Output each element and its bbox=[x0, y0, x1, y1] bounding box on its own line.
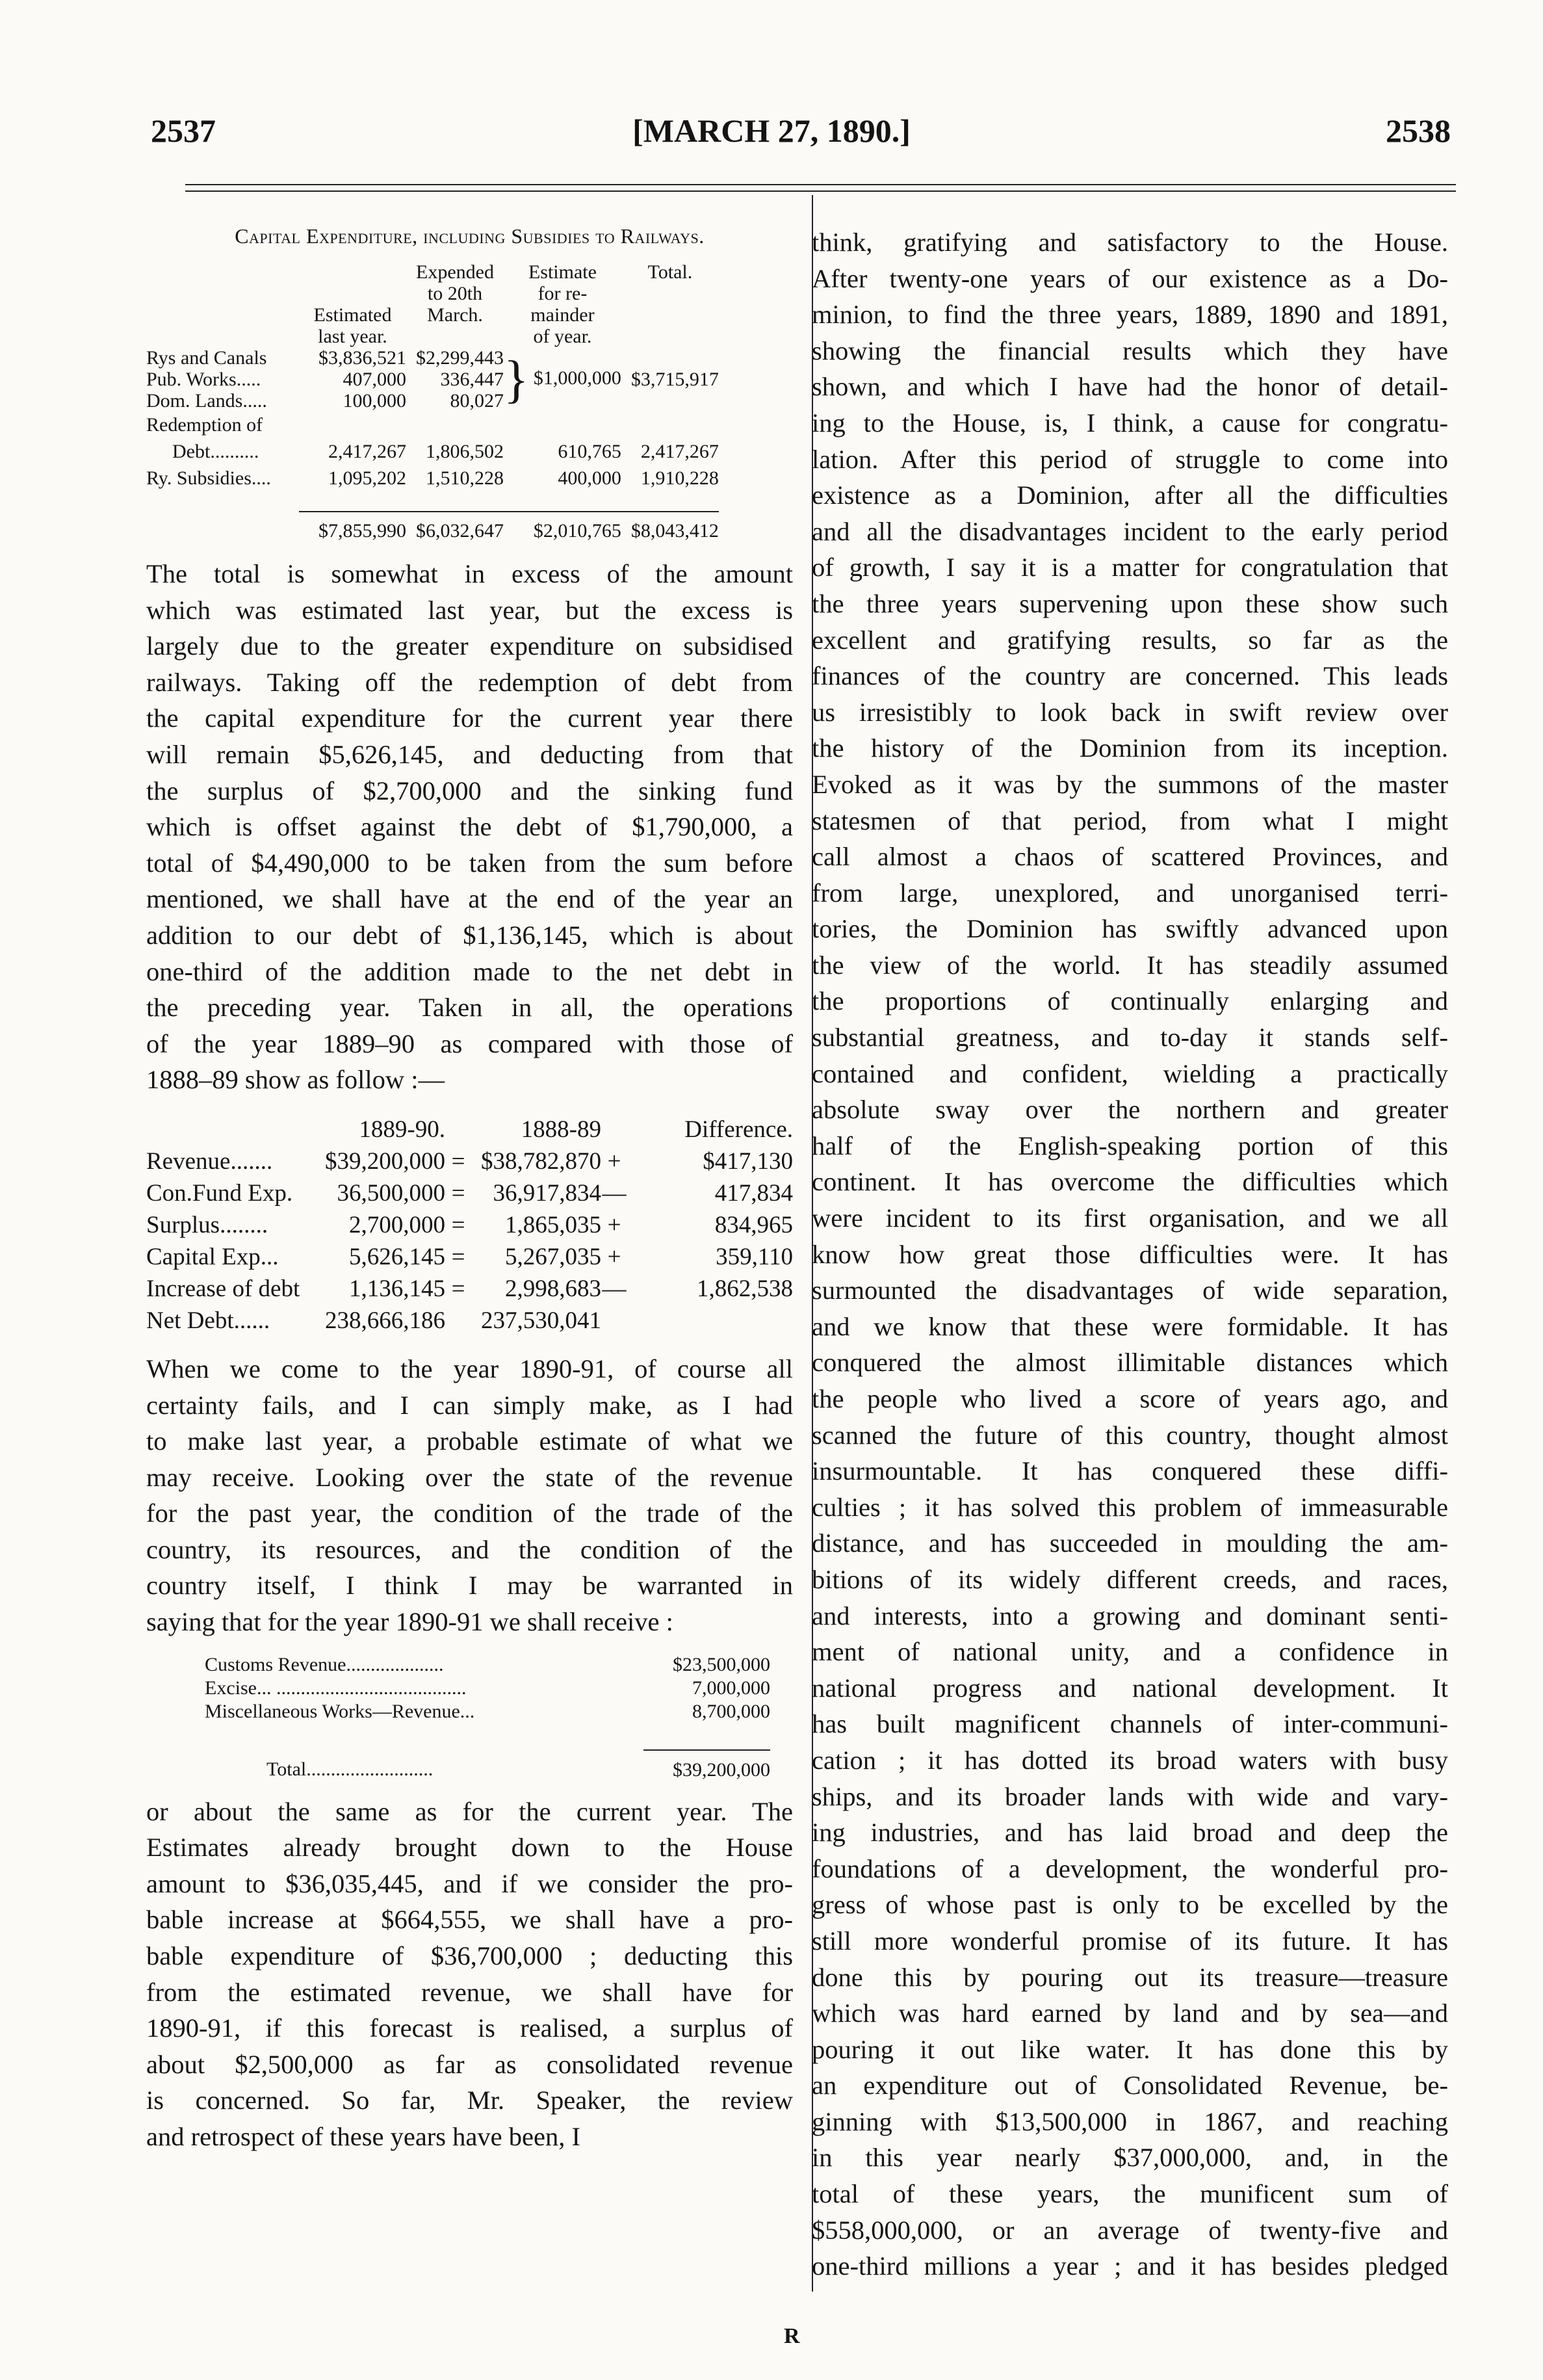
header-estimated-2: last year. bbox=[318, 326, 387, 347]
text-line: may receive. Looking over the state of the revenue bbox=[146, 1462, 793, 1492]
text-line: scanned the future of this country, thought almost bbox=[812, 1420, 1448, 1450]
text-line: existence as a Dominion, after all the difficulties bbox=[812, 480, 1448, 510]
text-line: done this by pouring out its treasure—treasure bbox=[812, 1962, 1448, 1992]
right-column bbox=[811, 224, 1448, 2284]
header-estimated-1: Estimated bbox=[313, 304, 392, 326]
text-line: $558,000,000, or an average of twenty-five and bbox=[812, 2215, 1448, 2245]
table-row: Miscellaneous Works—Revenue... 8,700,000 bbox=[205, 1700, 770, 1722]
table-header-row bbox=[146, 261, 719, 347]
header-rule-top bbox=[185, 184, 1456, 185]
table-row: Dom. Lands..... 100,000 80,027 bbox=[146, 390, 504, 412]
text-line: country, its resources, and the condition of the bbox=[146, 1534, 793, 1564]
paragraph-1 bbox=[146, 556, 793, 1098]
text-line: distance, and has succeeded in moulding the am- bbox=[812, 1528, 1448, 1558]
table-row: Con.Fund Exp. 36,500,000 = 36,917,834 — 417,834 bbox=[146, 1179, 793, 1207]
text-line: about $2,500,000 as far as consolidated revenue bbox=[146, 2049, 793, 2079]
text-line: call almost a chaos of scattered Provinces, and bbox=[812, 842, 1448, 872]
text-line: ment of national unity, and a confidence in bbox=[812, 1637, 1448, 1667]
text-line: and interests, into a growing and dominant senti- bbox=[812, 1601, 1448, 1630]
grouped-total: $3,715,917 bbox=[630, 369, 719, 390]
text-line: insurmountable. It has conquered these diffi- bbox=[812, 1456, 1448, 1486]
text-line: statesmen of that period, from what I might bbox=[812, 805, 1448, 835]
text-line: certainty fails, and I can simply make, as I had bbox=[146, 1390, 793, 1420]
text-line: After twenty-one years of our existence as a Do- bbox=[812, 263, 1448, 293]
text-line: us irresistibly to look back in swift review over bbox=[812, 697, 1448, 727]
text-line: largely due to the greater expenditure on subsidised bbox=[146, 631, 793, 661]
text-line: ing to the House, is, I think, a cause for congratu- bbox=[812, 408, 1448, 438]
capital-table-title: Capital Expenditure, including Subsidies to Railways. bbox=[235, 224, 705, 248]
header-expended-3: March. bbox=[427, 304, 483, 326]
table-row: Capital Exp... 5,626,145 = 5,267,035 + 359,110 bbox=[146, 1243, 793, 1270]
header-expended-1: Expended bbox=[416, 261, 494, 283]
text-line: the capital expenditure for the current year there bbox=[146, 703, 793, 733]
text-line: bable expenditure of $36,700,000 ; deducting this bbox=[146, 1941, 793, 1971]
text-line: total of these years, the munificent sum of bbox=[812, 2179, 1448, 2209]
paragraph-right bbox=[811, 224, 1448, 2284]
text-line: lation. After this period of struggle to come into bbox=[812, 444, 1448, 474]
left-column bbox=[146, 224, 793, 2155]
text-line: absolute sway over the northern and greater bbox=[812, 1095, 1448, 1125]
table-row: Net Debt...... 238,666,186 237,530,041 bbox=[146, 1307, 601, 1334]
text-line: substantial greatness, and to-day it stands self- bbox=[812, 1023, 1448, 1053]
text-line: 1890-91, if this forecast is realised, a surplus of bbox=[146, 2013, 793, 2043]
text-line: surmounted the disadvantages of wide separation, bbox=[812, 1275, 1448, 1305]
text-line: shown, and which I have had the honor of detail- bbox=[812, 372, 1448, 402]
text-line: addition to our debt of $1,136,145, which is about bbox=[146, 920, 793, 950]
text-line: bable increase at $664,555, we shall have a pro- bbox=[146, 1905, 793, 1935]
grouped-estimate: $1,000,000 bbox=[533, 367, 621, 389]
totals-row: $7,855,990 $6,032,647 $2,010,765 $8,043,412 bbox=[146, 489, 719, 542]
footer-signature: R bbox=[784, 2324, 800, 2348]
text-line: which was hard earned by land and by sea—and bbox=[812, 1998, 1448, 2028]
text-line: When we come to the year 1890-91, of course all bbox=[146, 1353, 793, 1383]
header-estimate-4: of year. bbox=[533, 326, 592, 347]
text-line: which was estimated last year, but the excess is bbox=[146, 595, 793, 625]
text-line: is concerned. So far, Mr. Speaker, the review bbox=[146, 2086, 793, 2115]
table-row: Surplus........ 2,700,000 = 1,865,035 + 834,965 bbox=[146, 1211, 793, 1238]
text-line: culties ; it has solved this problem of immeasurable bbox=[812, 1492, 1448, 1522]
page-number-right: 2538 bbox=[1386, 112, 1451, 149]
text-line: from large, unexplored, and unorganised terri- bbox=[812, 878, 1448, 908]
header-expended-2: to 20th bbox=[427, 283, 483, 304]
table-row: Pub. Works..... 407,000 336,447 bbox=[146, 369, 504, 390]
text-line: gress of whose past is only to be excelled by the bbox=[812, 1890, 1448, 1920]
comparison-table bbox=[146, 1114, 793, 1337]
revenue-table bbox=[205, 1653, 770, 1782]
table-row: Ry. Subsidies.... 1,095,202 1,510,228 400,000 1,910,228 bbox=[146, 467, 719, 489]
text-line: contained and confident, wielding a practically bbox=[812, 1058, 1448, 1088]
text-line: pouring it out like water. It has done this by bbox=[812, 2034, 1448, 2064]
text-line: has built magnificent channels of inter-communi- bbox=[812, 1709, 1448, 1739]
text-line: an expenditure out of Consolidated Revenue, be- bbox=[812, 2071, 1448, 2100]
text-line: minion, to find the three years, 1889, 1890 and 1891, bbox=[812, 300, 1448, 330]
text-line: the people who lived a score of years ago, and bbox=[812, 1384, 1448, 1413]
text-line: know how great those difficulties were. It has bbox=[812, 1239, 1448, 1269]
text-line: mentioned, we shall have at the end of the year an bbox=[146, 884, 793, 914]
text-line: from the estimated revenue, we shall have for bbox=[146, 1977, 793, 2007]
text-line: the surplus of $2,700,000 and the sinking fund bbox=[146, 776, 793, 805]
text-line: cation ; it has dotted its broad waters with busy bbox=[812, 1745, 1448, 1775]
table-row: Increase of debt 1,136,145 = 2,998,683 — 1,862,538 bbox=[146, 1275, 793, 1302]
text-line: conquered the almost illimitable distances which bbox=[812, 1348, 1448, 1378]
table-row: Debt.......... 2,417,267 1,806,502 610,765 2,417,267 bbox=[172, 441, 719, 462]
text-line: national progress and national development. It bbox=[812, 1673, 1448, 1703]
text-line: one-third of the addition made to the net debt in bbox=[146, 956, 793, 986]
table-header-row: 1889-90. 1888-89 Difference. bbox=[359, 1116, 793, 1143]
text-line: were incident to its first organisation, and we all bbox=[812, 1203, 1448, 1233]
text-line: ing industries, and has laid broad and deep the bbox=[812, 1818, 1448, 1848]
text-line: of growth, I say it is a matter for congratulation that bbox=[812, 553, 1448, 582]
text-line: amount to $36,035,445, and if we consider the pro- bbox=[146, 1868, 793, 1898]
paragraph-2 bbox=[146, 1351, 793, 1640]
text-line: continent. It has overcome the difficulties which bbox=[812, 1167, 1448, 1197]
capital-expenditure-table bbox=[146, 261, 719, 542]
text-line: finances of the country are concerned. This leads bbox=[812, 661, 1448, 691]
text-line: bitions of its widely different creeds, and races, bbox=[812, 1564, 1448, 1594]
text-line: half of the English-speaking portion of this bbox=[812, 1131, 1448, 1160]
paragraph-3 bbox=[146, 1794, 793, 2155]
table-row: Customs Revenue.................... $23,500,000 bbox=[205, 1653, 770, 1675]
text-line: of the year 1889–90 as compared with those of bbox=[146, 1028, 793, 1058]
table-row: Rys and Canals $3,836,521 $2,299,443 } $1,000,000 $3,715,917 bbox=[146, 347, 719, 369]
text-line: saying that for the year 1890-91 we shall receive : bbox=[146, 1607, 673, 1637]
text-line: the preceding year. Taken in all, the operations bbox=[146, 993, 793, 1023]
text-line: the view of the world. It has steadily assumed bbox=[812, 950, 1448, 980]
header-estimate-2: for re- bbox=[538, 283, 588, 304]
text-line: which is offset against the debt of $1,790,000, a bbox=[146, 812, 793, 842]
text-line: Evoked as it was by the summons of the master bbox=[812, 769, 1448, 799]
header-estimate-3: mainder bbox=[530, 304, 595, 326]
grouped-brace: } bbox=[504, 350, 529, 408]
text-line: the history of the Dominion from its inception. bbox=[812, 733, 1448, 763]
text-line: ginning with $13,500,000 in 1867, and reaching bbox=[812, 2106, 1448, 2136]
text-line: or about the same as for the current year. The bbox=[146, 1796, 793, 1826]
page-number-left: 2537 bbox=[151, 112, 216, 149]
page-date-header: [MARCH 27, 1890.] bbox=[632, 112, 911, 149]
text-line: the three years supervening upon these show such bbox=[812, 588, 1448, 618]
text-line: showing the financial results which they have bbox=[812, 335, 1448, 365]
table-row: Revenue....... $39,200,000 = $38,782,870 + $417,130 bbox=[146, 1147, 793, 1175]
text-line: 1888–89 show as follow :— bbox=[146, 1065, 445, 1095]
text-line: still more wonderful promise of its future. It has bbox=[812, 1926, 1448, 1955]
text-line: and we know that these were formidable. It has bbox=[812, 1311, 1448, 1341]
header-total: Total. bbox=[647, 261, 693, 283]
text-line: total of $4,490,000 to be taken from the sum before bbox=[146, 848, 793, 878]
header-estimate-1: Estimate bbox=[528, 261, 597, 283]
text-line: will remain $5,626,145, and deducting from that bbox=[146, 739, 793, 769]
text-line: railways. Taking off the redemption of debt from bbox=[146, 667, 793, 697]
revenue-total-row: Total.......................... $39,200,000 bbox=[205, 1723, 770, 1782]
text-line: country itself, I think I may be warranted in bbox=[146, 1571, 793, 1601]
text-line: for the past year, the condition of the trade of the bbox=[146, 1498, 793, 1528]
table-row: Redemption of bbox=[146, 414, 263, 436]
text-line: think, gratifying and satisfactory to the House. bbox=[812, 228, 1448, 257]
text-line: in this year nearly $37,000,000, and, in the bbox=[812, 2143, 1448, 2173]
text-line: The total is somewhat in excess of the amount bbox=[146, 559, 793, 588]
text-line: and retrospect of these years have been, I bbox=[146, 2122, 580, 2151]
text-line: ships, and its broader lands with wide and vary- bbox=[812, 1781, 1448, 1811]
text-line: excellent and gratifying results, so far as the bbox=[812, 625, 1448, 655]
table-row: Excise... ....................................... 7,000,000 bbox=[205, 1677, 770, 1699]
text-line: tories, the Dominion has swiftly advanced upon bbox=[812, 914, 1448, 944]
header-rule-bottom bbox=[185, 190, 1456, 192]
text-line: and all the disadvantages incident to the early period bbox=[812, 516, 1448, 546]
text-line: foundations of a development, the wonderful pro- bbox=[812, 1853, 1448, 1883]
text-line: to make last year, a probable estimate of what we bbox=[146, 1426, 793, 1456]
text-line: the proportions of continually enlarging and bbox=[812, 986, 1448, 1016]
text-line: one-third millions a year ; and it has besides pledged bbox=[812, 2251, 1448, 2281]
text-line: Estimates already brought down to the House bbox=[146, 1833, 793, 1863]
